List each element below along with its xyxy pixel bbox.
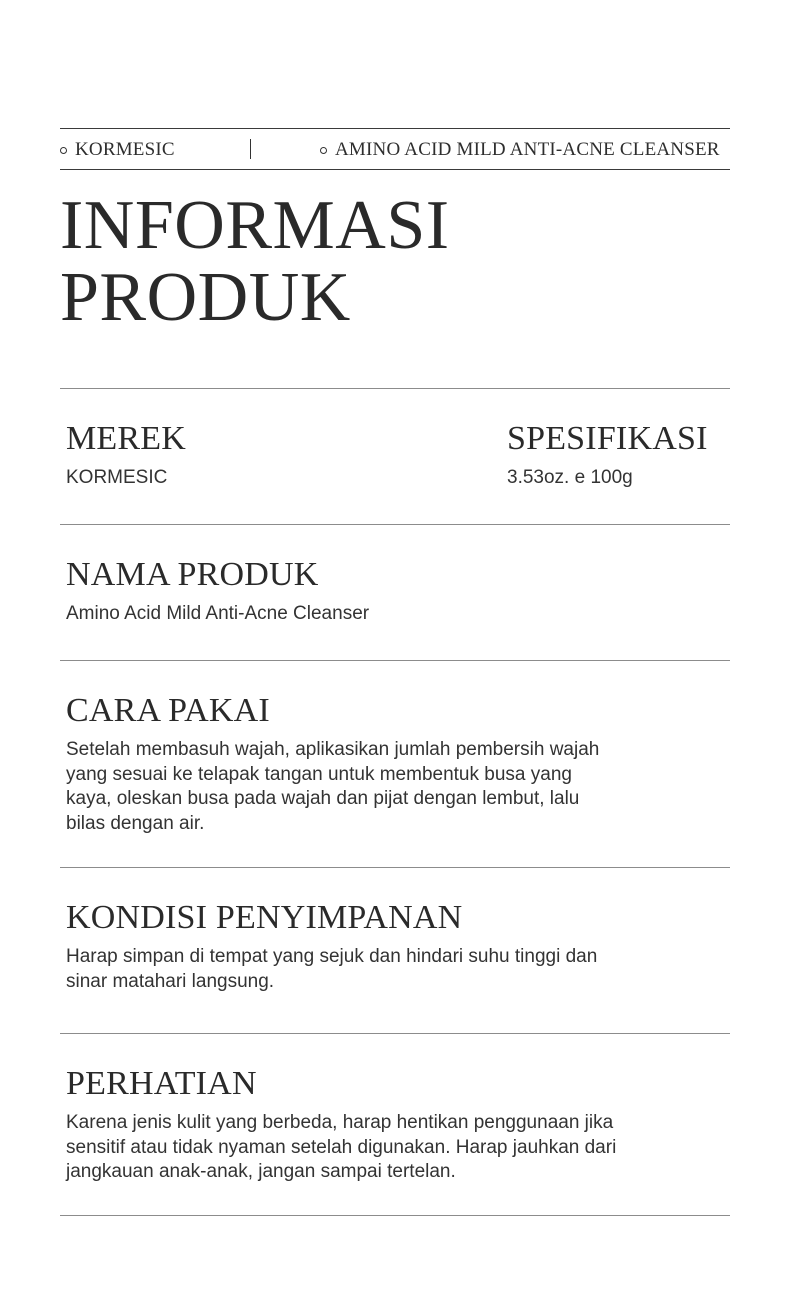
breadcrumb-brand-label: KORMESIC: [75, 139, 175, 160]
circle-bullet-icon: [320, 147, 327, 154]
divider: [60, 524, 730, 525]
brand-value: KORMESIC: [66, 467, 168, 488]
breadcrumb-brand: [60, 139, 175, 161]
divider: [60, 388, 730, 389]
breadcrumb-bottom-rule: [60, 169, 730, 170]
caution-text: [66, 1111, 721, 1185]
breadcrumb-product-label: AMINO ACID MILD ANTI-ACNE CLEANSER: [335, 139, 720, 160]
breadcrumb-product: [320, 139, 720, 161]
divider: [60, 867, 730, 868]
page-title: [60, 187, 730, 336]
usage-label: CARA PAKAI: [66, 692, 270, 729]
page-title-line-2: PRODUK: [60, 259, 351, 336]
spec-label: SPESIFIKASI: [507, 420, 708, 457]
breadcrumb: [60, 130, 730, 168]
top-rule: [60, 128, 730, 129]
product-name-label: NAMA PRODUK: [66, 556, 319, 593]
product-name-value: Amino Acid Mild Anti-Acne Cleanser: [66, 603, 370, 624]
usage-text: [66, 738, 721, 836]
caution-line: Karena jenis kulit yang berbeda, harap hentikan penggunaan jika: [66, 1112, 614, 1133]
brand-label: MEREK: [66, 420, 186, 457]
divider: [60, 660, 730, 661]
spec-value: 3.53oz. e 100g: [507, 467, 633, 488]
caution-line: jangkauan anak-anak, jangan sampai tertelan.: [66, 1161, 456, 1182]
circle-bullet-icon: [60, 147, 67, 154]
page-title-line-1: INFORMASI: [60, 187, 450, 264]
usage-line: kaya, oleskan busa pada wajah dan pijat dengan lembut, lalu: [66, 788, 580, 809]
usage-line: Setelah membasuh wajah, aplikasikan jumlah pembersih wajah: [66, 739, 600, 760]
breadcrumb-separator: [250, 139, 251, 159]
usage-line: bilas dengan air.: [66, 812, 205, 834]
storage-line: Harap simpan di tempat yang sejuk dan hindari suhu tinggi dan: [66, 946, 598, 967]
divider: [60, 1215, 730, 1216]
caution-line: sensitif atau tidak nyaman setelah digunakan. Harap jauhkan dari: [66, 1136, 617, 1158]
caution-label: PERHATIAN: [66, 1065, 257, 1102]
storage-line: sinar matahari langsung.: [66, 970, 275, 992]
storage-label: KONDISI PENYIMPANAN: [66, 899, 463, 936]
usage-line: yang sesuai ke telapak tangan untuk membentuk busa yang: [66, 763, 572, 785]
divider: [60, 1033, 730, 1034]
storage-text: [66, 945, 721, 994]
